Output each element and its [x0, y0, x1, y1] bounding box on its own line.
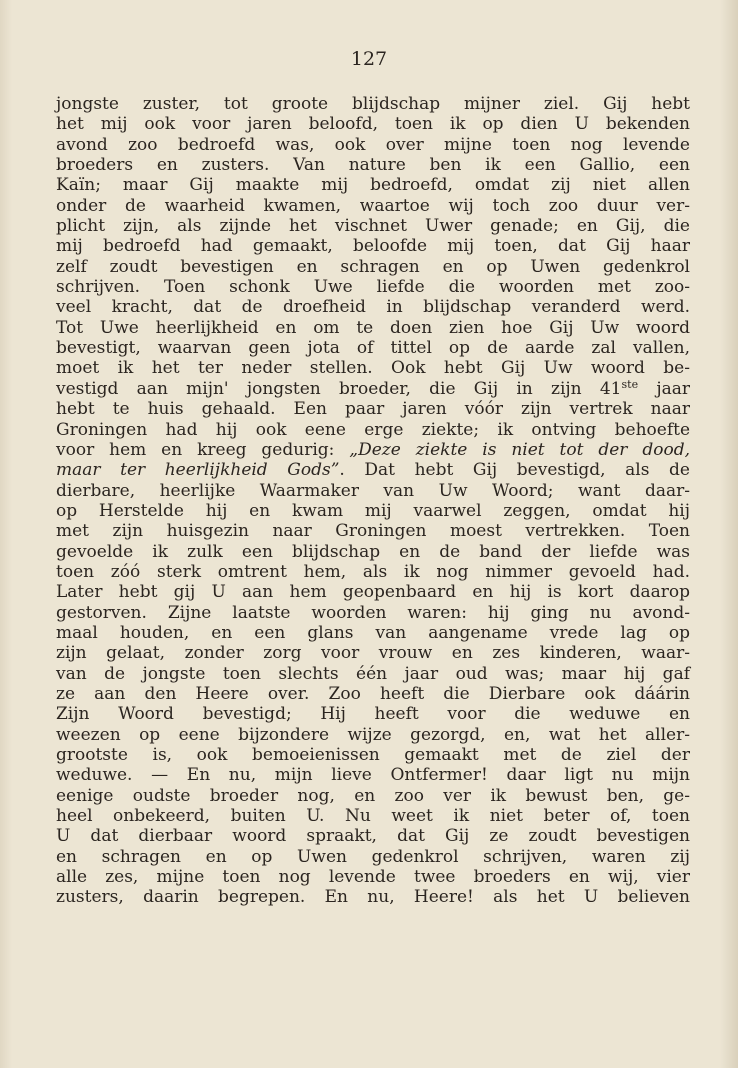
text-line: dierbare, heerlijke Waarmaker van Uw Woord; want daar- — [56, 480, 690, 501]
ordinal-superscript: ste — [621, 377, 639, 391]
text-line: heel onbekeerd, buiten U. Nu weet ik niet beter of, toen — [56, 806, 690, 827]
text-line: zelf zoudt bevestigen en schragen en op Uwen gedenkrol — [56, 256, 690, 277]
body-text — [56, 94, 690, 908]
text-line: U dat dierbaar woord spraakt, dat Gij ze zoudt bevestigen — [56, 826, 690, 847]
page-left-edge — [0, 0, 12, 1068]
text-line: plicht zijn, als zijnde het vischnet Uwer genade; en Gij, die — [56, 216, 690, 237]
text-segment: jaar — [638, 378, 690, 399]
text-line: veel kracht, dat de droefheid in blijdschap veranderd werd. — [56, 297, 690, 318]
text-line: Zijn Woord bevestigd; Hij heeft voor die weduwe en — [56, 704, 690, 725]
page-number: 127 — [350, 48, 388, 70]
text-line: alle zes, mijne toen nog levende twee broeders en wij, vier — [56, 867, 690, 888]
text-line — [56, 379, 690, 399]
text-line: toen zóó sterk omtrent hem, als ik nog nimmer gevoeld had. — [56, 561, 690, 582]
text-line: mij bedroefd had gemaakt, beloofde mij toen, dat Gij haar — [56, 236, 690, 257]
text-segment: voor hem en kreeg gedurig: — [56, 439, 350, 460]
italic-quote: maar ter heerlijkheid Gods” — [56, 460, 340, 481]
page-right-edge — [720, 0, 738, 1068]
text-line: zusters, daarin begrepen. En nu, Heere! als het U believen — [56, 887, 690, 908]
text-line: avond zoo bedroefd was, ook over mijne toen nog levende — [56, 134, 690, 155]
text-line: jongste zuster, tot groote blijdschap mijner ziel. Gij hebt — [56, 94, 690, 114]
text-line: ze aan den Heere over. Zoo heeft die Dierbare ook dáárin — [56, 683, 690, 704]
text-line: van de jongste toen slechts één jaar oud was; maar hij gaf — [56, 663, 690, 684]
text-line: bevestigt, waarvan geen jota of tittel op de aarde zal vallen, — [56, 338, 690, 359]
text-line: grootste is, ook bemoeienissen gemaakt met de ziel der — [56, 745, 690, 765]
text-line: moet ik het ter neder stellen. Ook hebt Gij Uw woord be- — [56, 358, 690, 379]
text-segment: vestigd aan mijn' jongsten broeder, die Gij in zijn 41 — [56, 378, 622, 399]
text-line: op Herstelde hij en kwam mij vaarwel zeggen, omdat hij — [56, 500, 690, 521]
text-line: onder de waarheid kwamen, waartoe wij toch zoo duur ver- — [56, 195, 690, 216]
text-line: het mij ook voor jaren beloofd, toen ik op dien U bekenden — [56, 114, 690, 135]
text-line: Later hebt gij U aan hem geopenbaard en hij is kort daarop — [56, 582, 690, 603]
text-segment: . Dat hebt Gij bevestigd, als de — [339, 460, 690, 481]
italic-quote: „Deze ziekte is niet tot der dood, — [349, 439, 690, 460]
text-line: Tot Uwe heerlijkheid en om te doen zien hoe Gij Uw woord — [56, 317, 690, 338]
text-line: gestorven. Zijne laatste woorden waren: hij ging nu avond- — [56, 602, 690, 623]
text-line: zijn gelaat, zonder zorg voor vrouw en zes kinderen, waar- — [56, 643, 690, 664]
text-line: eenige oudste broeder nog, en zoo ver ik bewust ben, ge- — [56, 785, 690, 806]
text-line: en schragen en op Uwen gedenkrol schrijven, waren zij — [56, 846, 690, 867]
text-line: maal houden, en een glans van aangename vrede lag op — [56, 622, 690, 643]
text-line: broeders en zusters. Van nature ben ik een Gallio, een — [56, 155, 690, 176]
text-line — [56, 440, 690, 460]
text-line — [56, 460, 690, 480]
text-line: schrijven. Toen schonk Uwe liefde die woorden met zoo- — [56, 277, 690, 298]
text-line: Kaïn; maar Gij maakte mij bedroefd, omdat zij niet allen — [56, 175, 690, 196]
text-line: Groningen had hij ook eene erge ziekte; ik ontving behoefte — [56, 419, 690, 440]
text-line: weezen op eene bijzondere wijze gezorgd, en, wat het aller- — [56, 724, 690, 745]
text-line: weduwe. — En nu, mijn lieve Ontfermer! daar ligt nu mijn — [56, 765, 690, 786]
text-line: met zijn huisgezin naar Groningen moest vertrekken. Toen — [56, 521, 690, 542]
text-line: gevoelde ik zulk een blijdschap en de band der liefde was — [56, 541, 690, 562]
text-line: hebt te huis gehaald. Een paar jaren vóór zijn vertrek naar — [56, 399, 690, 420]
